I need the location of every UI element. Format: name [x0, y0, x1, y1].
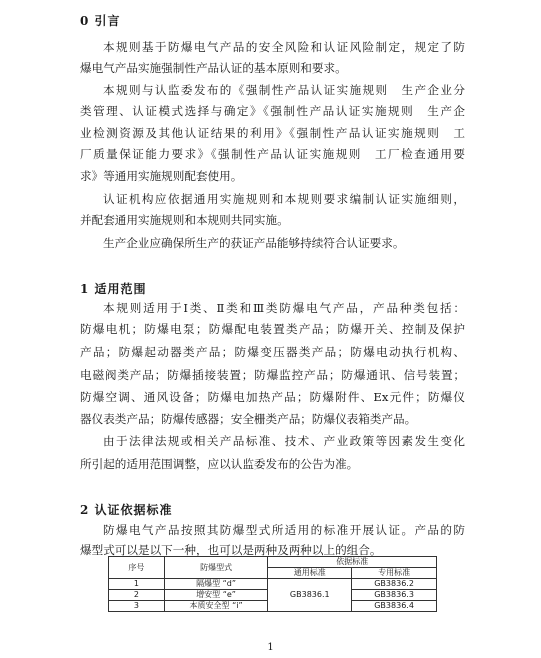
scope-line: 防爆电机；防爆电泵；防爆配电装置类产品；防爆开关、控制及保护	[80, 322, 465, 336]
scope-line: 器仪表类产品；防爆传感器；安全栅类产品；防爆仪表箱类产品。	[80, 412, 417, 426]
cell-special: GB3836.4	[352, 601, 437, 612]
scope-line: 所引起的适用范围调整，应以认监委发布的公告为准。	[80, 457, 359, 471]
section-heading-basis: 2 认证依据标准	[80, 503, 173, 517]
cell-type: 隔爆型 “d”	[164, 579, 268, 590]
intro-line: 生产企业应确保所生产的获证产品能够持续符合认证要求。	[103, 236, 405, 250]
scope-line: 由于法律法规或相关产品标准、技术、产业政策等因素发生变化	[103, 434, 465, 448]
scope-line: 防爆空调、通风设备；防爆电加热产品；防爆附件、Ex元件；防爆仪	[80, 390, 465, 404]
cell-seq: 2	[109, 590, 165, 601]
header-seq: 序号	[109, 557, 165, 579]
intro-line: 业检测资源及其他认证结果的利用》《强制性产品认证实施规则 工	[80, 126, 465, 140]
cell-seq: 3	[109, 601, 165, 612]
table-row	[109, 579, 437, 590]
intro-line: 认证机构应依据通用实施规则和本规则要求编制认证实施细则，	[103, 192, 465, 206]
intro-line: 类管理、认证模式选择与确定》《强制性产品认证实施规则 生产企	[80, 104, 465, 118]
intro-line: 本规则基于防爆电气产品的安全风险和认证风险制定，规定了防	[103, 40, 465, 54]
intro-line: 爆电气产品实施强制性产品认证的基本原则和要求。	[80, 61, 347, 75]
header-general: 通用标准	[268, 568, 352, 579]
cell-special: GB3836.2	[352, 579, 437, 590]
header-type: 防爆型式	[164, 557, 268, 579]
basis-line: 防爆电气产品按照其防爆型式所适用的标准开展认证。产品的防	[103, 523, 465, 537]
intro-line: 厂质量保证能力要求》《强制性产品认证实施规则 工厂检查通用要	[80, 147, 465, 161]
intro-line: 并配套通用实施规则和本规则共同实施。	[80, 213, 289, 227]
intro-line: 本规则与认监委发布的《强制性产品认证实施规则 生产企业分	[103, 83, 465, 97]
page-number: 1	[267, 642, 274, 653]
cell-seq: 1	[109, 579, 165, 590]
cell-special: GB3836.3	[352, 590, 437, 601]
section-heading-intro: 0 引言	[80, 14, 121, 28]
scope-line: 产品；防爆起动器类产品；防爆变压器类产品；防爆电动执行机构、	[80, 345, 465, 359]
cell-type: 增安型 “e”	[164, 590, 268, 601]
header-special: 专用标准	[352, 568, 437, 579]
section-heading-scope: 1 适用范围	[80, 282, 147, 296]
header-basis: 依据标准	[268, 557, 437, 568]
cell-general: GB3836.1	[268, 579, 352, 612]
scope-line: 电磁阀类产品；防爆插接装置；防爆监控产品；防爆通讯、信号装置；	[80, 368, 465, 382]
scope-line: 本规则适用于Ⅰ类、Ⅱ类和Ⅲ类防爆电气产品，产品种类包括：	[103, 301, 465, 315]
cell-type: 本质安全型 “i”	[164, 601, 268, 612]
intro-line: 求》等通用实施规则配套使用。	[80, 169, 243, 183]
standards-table	[108, 556, 437, 612]
basis-line: 爆型式可以是以下一种，也可以是两种及两种以上的组合。	[80, 543, 382, 557]
table-header-row	[109, 557, 437, 568]
